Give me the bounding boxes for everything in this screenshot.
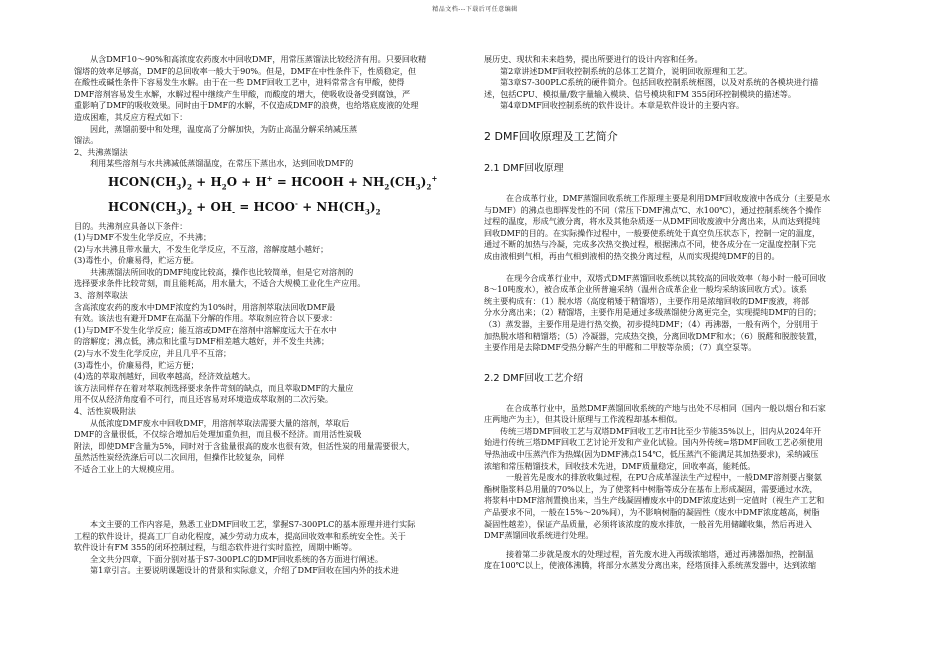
page-header-note: 精品文档---下载后可任意编辑 <box>432 6 518 13</box>
list-item: (1)与DMF不发生化学反应，不共沸； <box>74 232 212 243</box>
azeotropic-summary <box>74 267 466 290</box>
text-line: 从含DMF10～90%和高浓度农药废水中回收DMF，用常压蒸馏法比较经济有用。只要回收精 <box>90 54 427 64</box>
chapter-title: 2 DMF回收原理及工艺简介 <box>484 129 618 143</box>
section-title-adsorption: 4、活性炭吸附法 <box>74 406 136 416</box>
text-line: 将浆料中DMF溶剂置换出来，当生产线凝固槽废水中的DMF浓度达到一定值时（视生产工艺和 <box>484 495 825 506</box>
text-line: 成由液相到气相，再由气相到液相的热交换分离过程，从而实现提纯DMF的目的。 <box>484 250 780 261</box>
text-line: 因此，蒸馏前要中和处理，温度高了分解加快，为防止高温分解采纳减压蒸 <box>90 123 358 134</box>
azeotropic-conditions <box>74 221 466 267</box>
process-paragraph-4 <box>484 549 876 572</box>
list-item: (3)毒性小，价廉易得，贮运方便。 <box>74 255 199 266</box>
text-line: 度在100℃以上，使液体沸腾，将部分水蒸发分离出来，经塔顶排入系统蒸发器中，达到浓缩 <box>484 560 817 571</box>
cause-paragraph <box>74 124 466 147</box>
text-line: 的溶解度；沸点低，沸点和比重与DMF相差越大越好，并不发生共沸； <box>74 336 330 347</box>
text-line: 第4章DMF回收控制系统的软件设计。本章是软件设计的主要内容。 <box>500 100 745 111</box>
text-line: 回收DMF的目的。在实际操作过程中，一般要使系统处于真空负压状态下，控制一定的温度， <box>484 227 821 238</box>
right-column <box>484 54 876 572</box>
text-line: 庄两地产为主），但其设计原理与工作流程却基本相似。 <box>484 414 683 425</box>
work-content-paragraph <box>74 519 466 554</box>
process-paragraph-3 <box>484 472 876 542</box>
text-line: 虽然活性炭经洗涤后可以二次回用，但操作比较复杂，同样 <box>74 452 285 463</box>
text-line: 共沸蒸馏法所回收的DMF纯度比较高，操作也比较简单，但是它对溶剂的 <box>90 266 354 277</box>
text-line: 接着第二步就是废水的处理过程，首先废水进入再级浓缩塔，通过再沸器加热，控制温 <box>506 548 814 559</box>
section-title-extraction: 3、溶剂萃取法 <box>74 290 128 301</box>
text-line: 统主要构成有：（1）脱水塔（高度稍矮于精馏塔），主要作用是浓缩回收的DMF废液，将部 <box>484 295 810 306</box>
chapter-overview-paragraph <box>74 554 466 577</box>
left-column-bottom <box>74 519 466 577</box>
hydrolysis-equation-acid: $HCON(CH_3)_2 + H_2O + H^+$ = HCOOH + $NH_2(CH_3)_2^+$ <box>108 173 438 192</box>
text-line: 第3章S7-300PLC系统的硬件简介。包括回收控制系统框图，以及对系统的各模块进行描 <box>500 77 819 88</box>
text-line: 造成困难，其反应方程式如下： <box>74 111 188 122</box>
text-line: 利用某些溶剂与水共沸减低蒸馏温度，在常压下蒸出水，达到回收DMF的 <box>90 158 354 169</box>
process-paragraph-2 <box>484 426 876 472</box>
intro-paragraph <box>74 54 466 124</box>
text-line: 与DMF）的沸点也即挥发性的不同（常压下DMF沸点℃、水100℃），通过控制系统各个操作 <box>484 204 822 215</box>
text-line: 主要作用是去除DMF受热分解产生的甲醛和二甲胺等杂质；（7）真空泵等。 <box>484 342 757 353</box>
text-line: 目的。共沸剂应具备以下条件： <box>74 220 188 231</box>
left-column <box>74 54 466 476</box>
text-line: 展历史、现状和未来趋势，提出所要进行的设计内容和任务。 <box>484 54 703 64</box>
principle-paragraph-2 <box>484 273 876 354</box>
text-line: 馏塔的效率足够高，DMF的总回收率一般大于90%。但是，DMF在中性条件下，性质稳定，但 <box>74 65 417 76</box>
text-line: DMF溶剂容易发生水解，水解过程中继续产生甲酸，而酸度的增大，使吸收设备受到腐蚀，严 <box>74 88 411 99</box>
principle-paragraph-1 <box>484 193 876 263</box>
text-line: 工程的软件设计，提高工厂自动化程度，减少劳动力成本，提高回收效率和系统安全性。关于 <box>74 530 406 541</box>
text-line: 选择要求条件比较苛刻，而且能耗高，用水量大，不适合大规模工业化生产应用。 <box>74 278 366 289</box>
list-item: (2)与水共沸且带水量大，不发生化学反应，不互溶，溶解度越小越好； <box>74 243 329 254</box>
text-line: 在合成革行业，DMF蒸馏回收系统工作原理主要是利用DMF回收废液中各成分（主要是水 <box>506 192 831 203</box>
section-title-azeotropic: 2、共沸蒸馏法 <box>74 146 128 157</box>
list-item: (3)毒性小，价廉易得，贮运方便； <box>74 359 199 370</box>
text-line: DMF的含量很低，不仅综合增加后处理加重负担，而且极不经济。而用活性炭吸 <box>74 429 362 440</box>
text-line: 不适合工业上的大规模应用。 <box>74 463 180 474</box>
text-line: 浓缩和常压精馏技术，回收技术先进，DMF质量稳定，回收率高，能耗低。 <box>484 460 756 471</box>
hydrolysis-equation-base: $HCON(CH_3)_2 + OH_-$ = HCOO- + $NH(CH_3)_2$ <box>108 199 381 217</box>
text-line: 8～10吨废水），被合成革企业所普遍采纳（温州合成革企业一般均采纳该回收方式）。该系 <box>484 284 808 295</box>
list-item: (2)与水不发生化学反应，并且几乎不互溶； <box>74 348 232 359</box>
list-item: (4)选的萃取剂越好，回收率越高，经济效益越大。 <box>74 371 256 382</box>
text-line: 本文主要的工作内容是，熟悉工业DMF回收工艺，掌握S7-300PLC的基本原理并进行实际 <box>90 519 416 529</box>
text-line: 馏法。 <box>74 135 99 146</box>
text-line: 加热脱水塔和精馏塔；（5）冷凝器，完成热交换，分离回收DMF和水；（6）脱醛和脱胺装置， <box>484 330 823 341</box>
text-line: 用不仅从经济角度看不可行，而且还容易对环境造成萃取剂的二次污染。 <box>74 394 334 405</box>
text-line: 始进行传统三塔DMF回收工艺讨论开发和产业化试验。国内外传统=塔DMF回收工艺必须使用 <box>484 437 823 448</box>
text-line: 酯树脂浆料总用量的70%以上，为了使浆料中树脂等成分在基布上形成凝固，需要通过水洗， <box>484 483 818 494</box>
text-line: 该方法同样存在着对萃取剂选择要求条件苛刻的缺点，而且萃取DMF的大量应 <box>74 382 354 393</box>
text-line: 一般首先是废水的排放收集过程，在PU合成革湿法生产过程中，一般DMF溶剂要占聚氨 <box>506 472 822 483</box>
text-line: 从低浓度DMF废水中回收DMF，用溶剂萃取法需要大量的溶剂，萃取后 <box>90 417 350 428</box>
text-line: 含高浓度农药的废水中DMF浓度约为10%时，用溶剂萃取法回收DMF最 <box>74 301 336 312</box>
text-line: 全文共分四章，下面分别对基于S7-300PLC的DMF回收系统的各方面进行阐述。 <box>90 553 383 564</box>
text-line: 述，包括CPU、模拟量/数字量输入模块、信号模块和FM 355闭环控制模块的描述等。 <box>484 88 796 99</box>
section-title-principle: 2.1 DMF回收原理 <box>484 162 564 174</box>
text-line: 分水分离出来；（2）精馏塔，主要作用是通过多级蒸馏使分离更完全，实现提纯DMF的目的； <box>484 307 822 318</box>
text-line: 凝固性越差），保证产品质量，必须将该浓度的废水排放，一般首先用储罐收集，然后再进入 <box>484 518 812 529</box>
text-line: 第1章引言。主要说明课题设计的背景和实际意义，介绍了DMF回收在国内外的技术进 <box>90 565 399 576</box>
text-line: 传统三塔DMF回收工艺与双塔DMF回收工艺市H比至少节能35%以上，旧内从2024年开 <box>500 425 822 436</box>
text-line: 在酸性或碱性条件下容易发生水解。由于在一些 DMF回收工艺中，进料常常含有甲酸，使得 <box>74 77 405 88</box>
text-line: 第2章讲述DMF回收控制系统的总体工艺简介，说明回收原理和工艺。 <box>500 65 753 76</box>
text-line: 过程的温度，形成气液分离，将水及其他杂质逐一从DMF回收废液中分离出来，从而达到提纯 <box>484 216 821 227</box>
text-line: DMF蒸馏回收系统进行处理。 <box>484 530 594 541</box>
process-paragraph-1 <box>484 403 876 426</box>
text-line: 软件设计有FM 355的闭环控制过程，与组态软件进行实时监控，周期中断等。 <box>74 542 357 553</box>
text-line: 在合成革行业中，虽然DMF蒸馏回收系统的产地与出处不尽相同（国内一般以烟台和石家 <box>506 402 826 413</box>
text-line: 通过不断的加热与冷凝，完成多次热交换过程，根据沸点不同，使各成分在一定温度控制下完 <box>484 239 816 250</box>
text-line: 导热油或中压蒸汽作为热媒(因为DMF沸点154℃，低压蒸汽不能满足其加热要求)，采纳减压 <box>484 449 819 460</box>
adsorption-paragraph <box>74 418 466 476</box>
text-line: 有效。该法也有避开DMF在高温下分解的作用。萃取剂应符合以下要求： <box>74 313 338 324</box>
text-line: 重影响了DMF的吸收效果。同时由于DMF的水解，不仅造成DMF的浪费，也给塔底废液的处理 <box>74 100 419 111</box>
extraction-paragraph <box>74 302 466 406</box>
text-line: （3）蒸发器，主要作用是进行热交换，初步提纯DMF；（4）再沸器，一般有两个，分别用于 <box>484 318 819 329</box>
text-line: 附法，即使DMF含量为5%，同时对于含盐量很高的废水也很有效，但活性炭的用量需要很大， <box>74 440 415 451</box>
section-title-process: 2.2 DMF回收工艺介绍 <box>484 372 584 384</box>
text-line: 产品要求不同，一般在15%～20%间），为不影响树脂的凝固性（废水中DMF浓度越高，树脂 <box>484 507 820 518</box>
text-line: 在现今合成革行业中，双塔式DMF蒸馏回收系统以其较高的回收效率（每小时一般可回收 <box>506 272 826 283</box>
list-item: (1)与DMF不发生化学反应；能互溶或DMF在溶剂中溶解度远大于在水中 <box>74 324 337 335</box>
chapter-list <box>484 54 876 112</box>
